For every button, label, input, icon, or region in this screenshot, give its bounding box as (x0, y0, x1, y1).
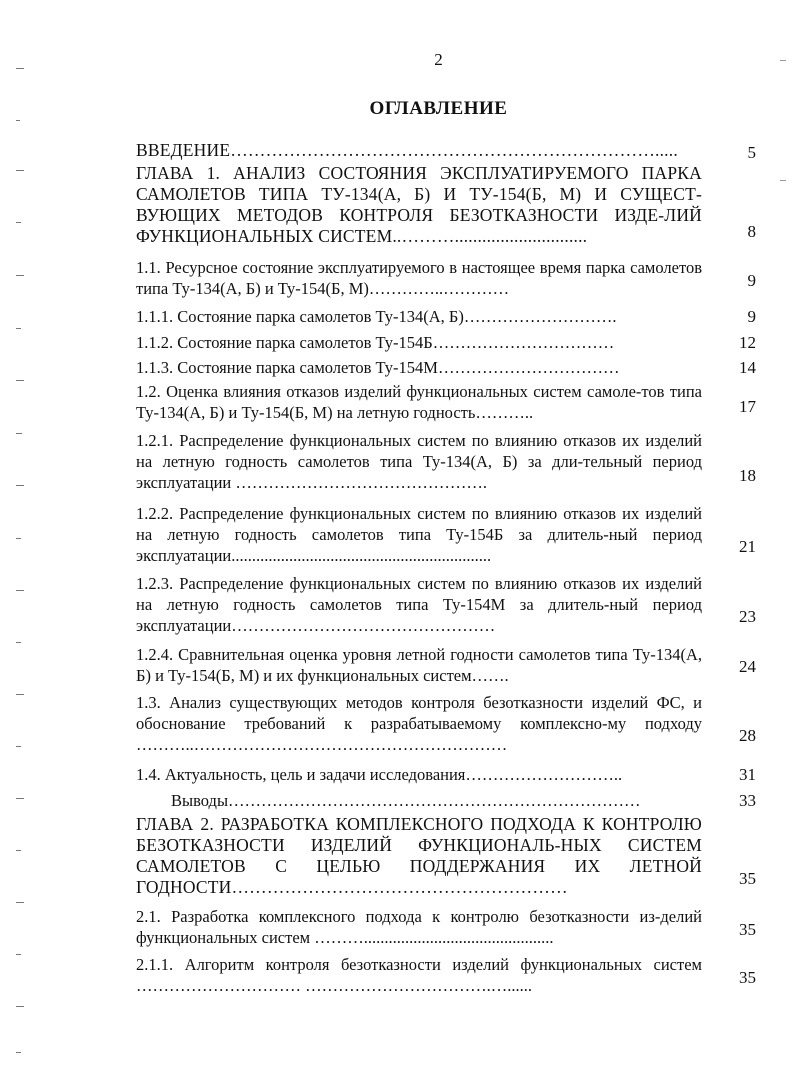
toc-entry-page: 28 (739, 726, 756, 745)
scan-mark (16, 328, 21, 329)
scan-mark (16, 590, 24, 591)
toc-entry-text: 2.1. Разработка комплексного подхода к контролю безотказности из-делий функциональных систем ……….............................................. (136, 907, 702, 947)
scan-mark (16, 433, 22, 434)
toc-entry-page: 35 (739, 920, 756, 939)
toc-entry-text: 1.1.1. Состояние парка самолетов Ту-134(А, Б)………………………. (136, 307, 617, 326)
toc-entry-text: 1.1.3. Состояние парка самолетов Ту-154М…………………………… (136, 358, 620, 377)
scan-mark (780, 180, 786, 181)
toc-entry-text: 2.1.1. Алгоритм контроля безотказности изделий функциональных систем ………………………… …………………………….…...... (136, 955, 702, 995)
toc-entry-page: 9 (747, 307, 756, 326)
scan-mark (16, 538, 21, 539)
scan-mark (16, 485, 24, 486)
toc-entry-text: Выводы………………………………………………………………… (171, 791, 641, 810)
toc-entry-page: 14 (739, 358, 756, 377)
scan-mark (780, 60, 786, 61)
toc-entry-text: ВВЕДЕНИЕ………………………………………………………………..... (136, 140, 678, 160)
scan-mark (16, 275, 24, 276)
toc-entry-page: 23 (739, 607, 756, 626)
scan-mark (16, 954, 21, 955)
scan-mark (16, 746, 21, 747)
scan-mark (16, 1006, 24, 1007)
toc-entry-text: ГЛАВА 2. РАЗРАБОТКА КОМПЛЕКСНОГО ПОДХОДА К КОНТРОЛЮ БЕЗОТКАЗНОСТИ ИЗДЕЛИЙ ФУНКЦИОНАЛЬ-НЫХ СИСТЕМ САМОЛЕТОВ С ЦЕЛЬЮ ПОДДЕРЖАНИЯ ИХ ЛЕТНОЙ ГОДНОСТИ………………………………………………… (136, 814, 702, 897)
scan-mark (16, 694, 24, 695)
toc-entry-page: 8 (747, 222, 756, 241)
scan-mark (16, 68, 24, 69)
scan-mark (16, 902, 24, 903)
toc-entry-text: 1.2.3. Распределение функциональных систем по влиянию отказов их изделий на летную годность самолетов типа Ту-154М за длитель-ный период эксплуатации………………………………………… (136, 574, 702, 635)
scan-mark (16, 170, 24, 171)
toc-entry-page: 9 (747, 271, 756, 290)
toc-entry-text: 1.2.4. Сравнительная оценка уровня летной годности самолетов типа Ту-134(А, Б) и Ту-154(Б, М) и их функциональных систем……. (136, 645, 702, 685)
toc-entry-page: 12 (739, 333, 756, 352)
toc-entry-text: 1.2.1. Распределение функциональных систем по влиянию отказов их изделий на летную годность самолетов типа Ту-134(А, Б) за дли-тельный период эксплуатации ………………………………………. (136, 431, 702, 492)
toc-entry-page: 31 (739, 765, 756, 784)
scan-mark (16, 1052, 21, 1053)
toc-entry-page: 35 (739, 869, 756, 888)
toc-entry-text: 1.1.2. Состояние парка самолетов Ту-154Б…………………………… (136, 333, 615, 352)
toc-entry-page: 5 (747, 143, 756, 162)
scan-mark (16, 850, 21, 851)
toc-entry-text: ГЛАВА 1. АНАЛИЗ СОСТОЯНИЯ ЭКСПЛУАТИРУЕМОГО ПАРКА САМОЛЕТОВ ТИПА ТУ-134(А, Б) И ТУ-154(Б, М) И СУЩЕСТ-ВУЮЩИХ МЕТОДОВ КОНТРОЛЯ БЕЗОТКАЗНОСТИ ИЗДЕ-ЛИЙ ФУНКЦИОНАЛЬНЫХ СИСТЕМ..………............................. (136, 163, 702, 246)
toc-title: ОГЛАВЛЕНИЕ (369, 98, 508, 119)
toc-entry-text: 1.2. Оценка влияния отказов изделий функциональных систем самоле-тов типа Ту-134(А, Б) и Ту-154(Б, М) на летную годность……….. (136, 382, 702, 422)
toc-entry-text: 1.4. Актуальность, цель и задачи исследования……………………….. (136, 765, 623, 784)
toc-entry-page: 21 (739, 537, 756, 556)
toc-entry-page: 17 (739, 397, 756, 416)
toc-entry-text: 1.2.2. Распределение функциональных систем по влиянию отказов их изделий на летную годность самолетов типа Ту-154Б за длитель-ный период эксплуатации............................................................... (136, 504, 702, 565)
toc-entry-page: 35 (739, 968, 756, 987)
toc-entry-text: 1.3. Анализ существующих методов контроля безотказности изделий ФС, и обоснование требований к разрабатываемому комплексно-му подходу ………..………………………………………………… (136, 693, 702, 754)
scan-mark (16, 222, 21, 223)
toc-entry-text: 1.1. Ресурсное состояние эксплуатируемого в настоящее время парка самолетов типа Ту-134(А, Б) и Ту-154(Б, М)…………..………… (136, 258, 702, 298)
scan-mark (16, 380, 24, 381)
toc-entry-page: 24 (739, 657, 756, 676)
toc-entry-page: 18 (739, 466, 756, 485)
toc-entry-page: 33 (739, 791, 756, 810)
scan-mark (16, 642, 21, 643)
scan-mark (16, 120, 20, 121)
page-number: 2 (434, 50, 443, 69)
scan-mark (16, 798, 24, 799)
